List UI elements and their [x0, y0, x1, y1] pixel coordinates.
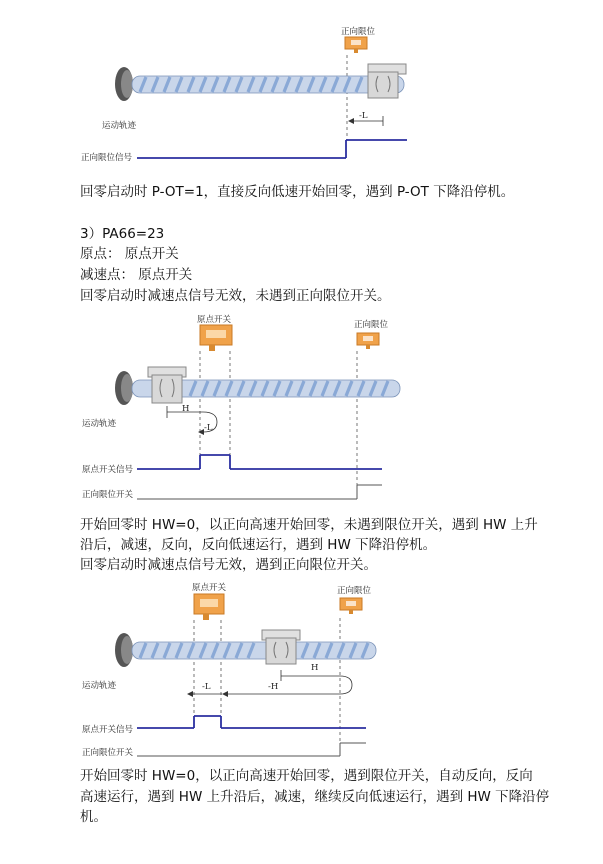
section-heading: 3）PA66=23 [80, 226, 165, 242]
case1-line: 回零启动时减速点信号无效，未遇到正向限位开关。 [80, 288, 391, 304]
origin-signal-label: 原点开关信号 [82, 465, 134, 475]
paragraph-3-line-3: 机。 [80, 809, 107, 825]
paragraph-3-line-2: 高速运行，遇到 HW 上升沿后，减速，继续反向低速运行，遇到 HW 下降沿停 [80, 789, 550, 805]
paragraph-3-line-1: 开始回零时 HW=0，以正向高速开始回零，遇到限位开关，自动反向，反向 [80, 768, 533, 784]
paragraph-2-line-2: 沿后，减速，反向，反向低速运行，遇到 HW 下降沿停机。 [80, 537, 437, 553]
paragraph-1: 回零启动时 P-OT=1，直接反向低速开始回零，遇到 P-OT 下降沿停机。 [80, 184, 515, 200]
limit-signal-label: 正向限位开关 [82, 748, 134, 758]
arrow-label-l: -L [359, 111, 368, 121]
paragraph-2-line-3: 回零启动时减速点信号无效，遇到正向限位开关。 [80, 557, 377, 573]
figure-1-drawing [0, 0, 603, 175]
decel-line: 减速点： 原点开关 [80, 267, 193, 283]
limit-switch-icon [357, 333, 379, 349]
paragraph-2-line-1: 开始回零时 HW=0，以正向高速开始回零，未遇到限位开关，遇到 HW 上升 [80, 517, 538, 533]
limit-signal-label: 正向限位开关 [82, 490, 134, 500]
track-label: 运动轨迹 [102, 121, 137, 131]
carriage-icon [148, 367, 186, 403]
limit-switch-icon [345, 37, 367, 53]
carriage-icon [262, 630, 300, 664]
ball-screw-icon [115, 67, 404, 101]
signal-label: 正向限位信号 [81, 153, 133, 163]
origin-signal-label: 原点开关信号 [82, 725, 134, 735]
limit-switch-icon [340, 598, 362, 614]
origin-switch-label: 原点开关 [197, 315, 232, 325]
arrow-label-h: H [182, 404, 190, 414]
arrow-label-h: H [311, 663, 319, 673]
limit-switch-label: 正向限位 [337, 586, 372, 596]
origin-switch-label: 原点开关 [192, 583, 227, 593]
origin-switch-icon [200, 325, 232, 351]
arrow-label-neg-h: -H [268, 682, 279, 692]
track-label: 运动轨迹 [82, 681, 117, 691]
track-label: 运动轨迹 [82, 419, 117, 429]
arrow-label-l: -L [204, 423, 213, 433]
origin-switch-icon [194, 594, 224, 620]
figure-3-drawing [0, 578, 603, 763]
arrow-label-l: -L [202, 682, 211, 692]
limit-switch-label: 正向限位 [341, 27, 376, 37]
figure-2-drawing [0, 305, 603, 515]
origin-line: 原点： 原点开关 [80, 246, 179, 262]
limit-switch-label: 正向限位 [354, 320, 389, 330]
ball-screw-icon [115, 633, 376, 667]
